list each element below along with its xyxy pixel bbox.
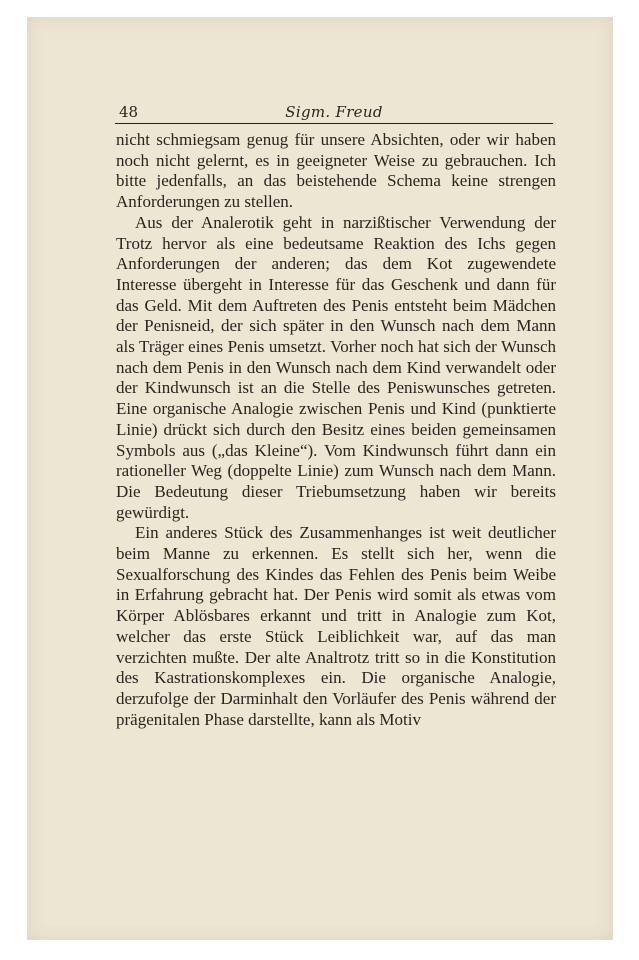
running-head: Sigm. Freud <box>285 103 383 121</box>
page-number: 48 <box>119 103 139 121</box>
page-header <box>115 87 553 124</box>
body-text <box>116 130 556 730</box>
paragraph: Aus der Analerotik geht in narzißtischer Verwendung der Trotz hervor als eine bedeutsame Reaktion des Ichs gegen Anforderungen der anderen; das dem Kot zugewendete Interesse übergeht in Interesse für das Geschenk und dann für das Geld. Mit dem Auftreten des Penis entsteht beim Mädchen der Penisneid, der sich später in den Wunsch nach dem Mann als Träger eines Penis umsetzt. Vorher noch hat sich der Wunsch nach dem Penis in den Wunsch nach dem Kind verwandelt oder der Kindwunsch ist an die Stelle des Peniswunsches getreten. Eine organische Analogie zwischen Penis und Kind (punktierte Linie) drückt sich durch den Besitz eines beiden gemeinsamen Symbols aus („das Kleine“). Vom Kindwunsch führt dann ein rationeller Weg (doppelte Linie) zum Wunsch nach dem Mann. Die Bedeutung dieser Triebumsetzung haben wir bereits gewürdigt. <box>116 212 556 522</box>
book-page <box>27 17 613 940</box>
paragraph-continued: nicht schmiegsam genug für unsere Absichten, oder wir haben noch nicht gelernt, es in geeigneter Weise zu gebrauchen. Ich bitte jedenfalls, an das beistehende Schema keine strengen Anforderungen zu stellen. <box>116 130 556 212</box>
paragraph: Ein anderes Stück des Zusammenhanges ist weit deutlicher beim Manne zu erkennen. Es stellt sich her, wenn die Sexualforschung des Kindes das Fehlen des Penis beim Weibe in Erfahrung gebracht hat. Der Penis wird somit als etwas vom Körper Ablösbares erkannt und tritt in Analogie zum Kot, welcher das erste Stück Leiblichkeit war, auf das man verzichten mußte. Der alte Analtrotz tritt so in die Konstitution des Kastrationskomplexes ein. Die organische Analogie, derzufolge der Darminhalt den Vorläufer des Penis während der prägenitalen Phase darstellte, kann als Motiv <box>116 523 556 729</box>
